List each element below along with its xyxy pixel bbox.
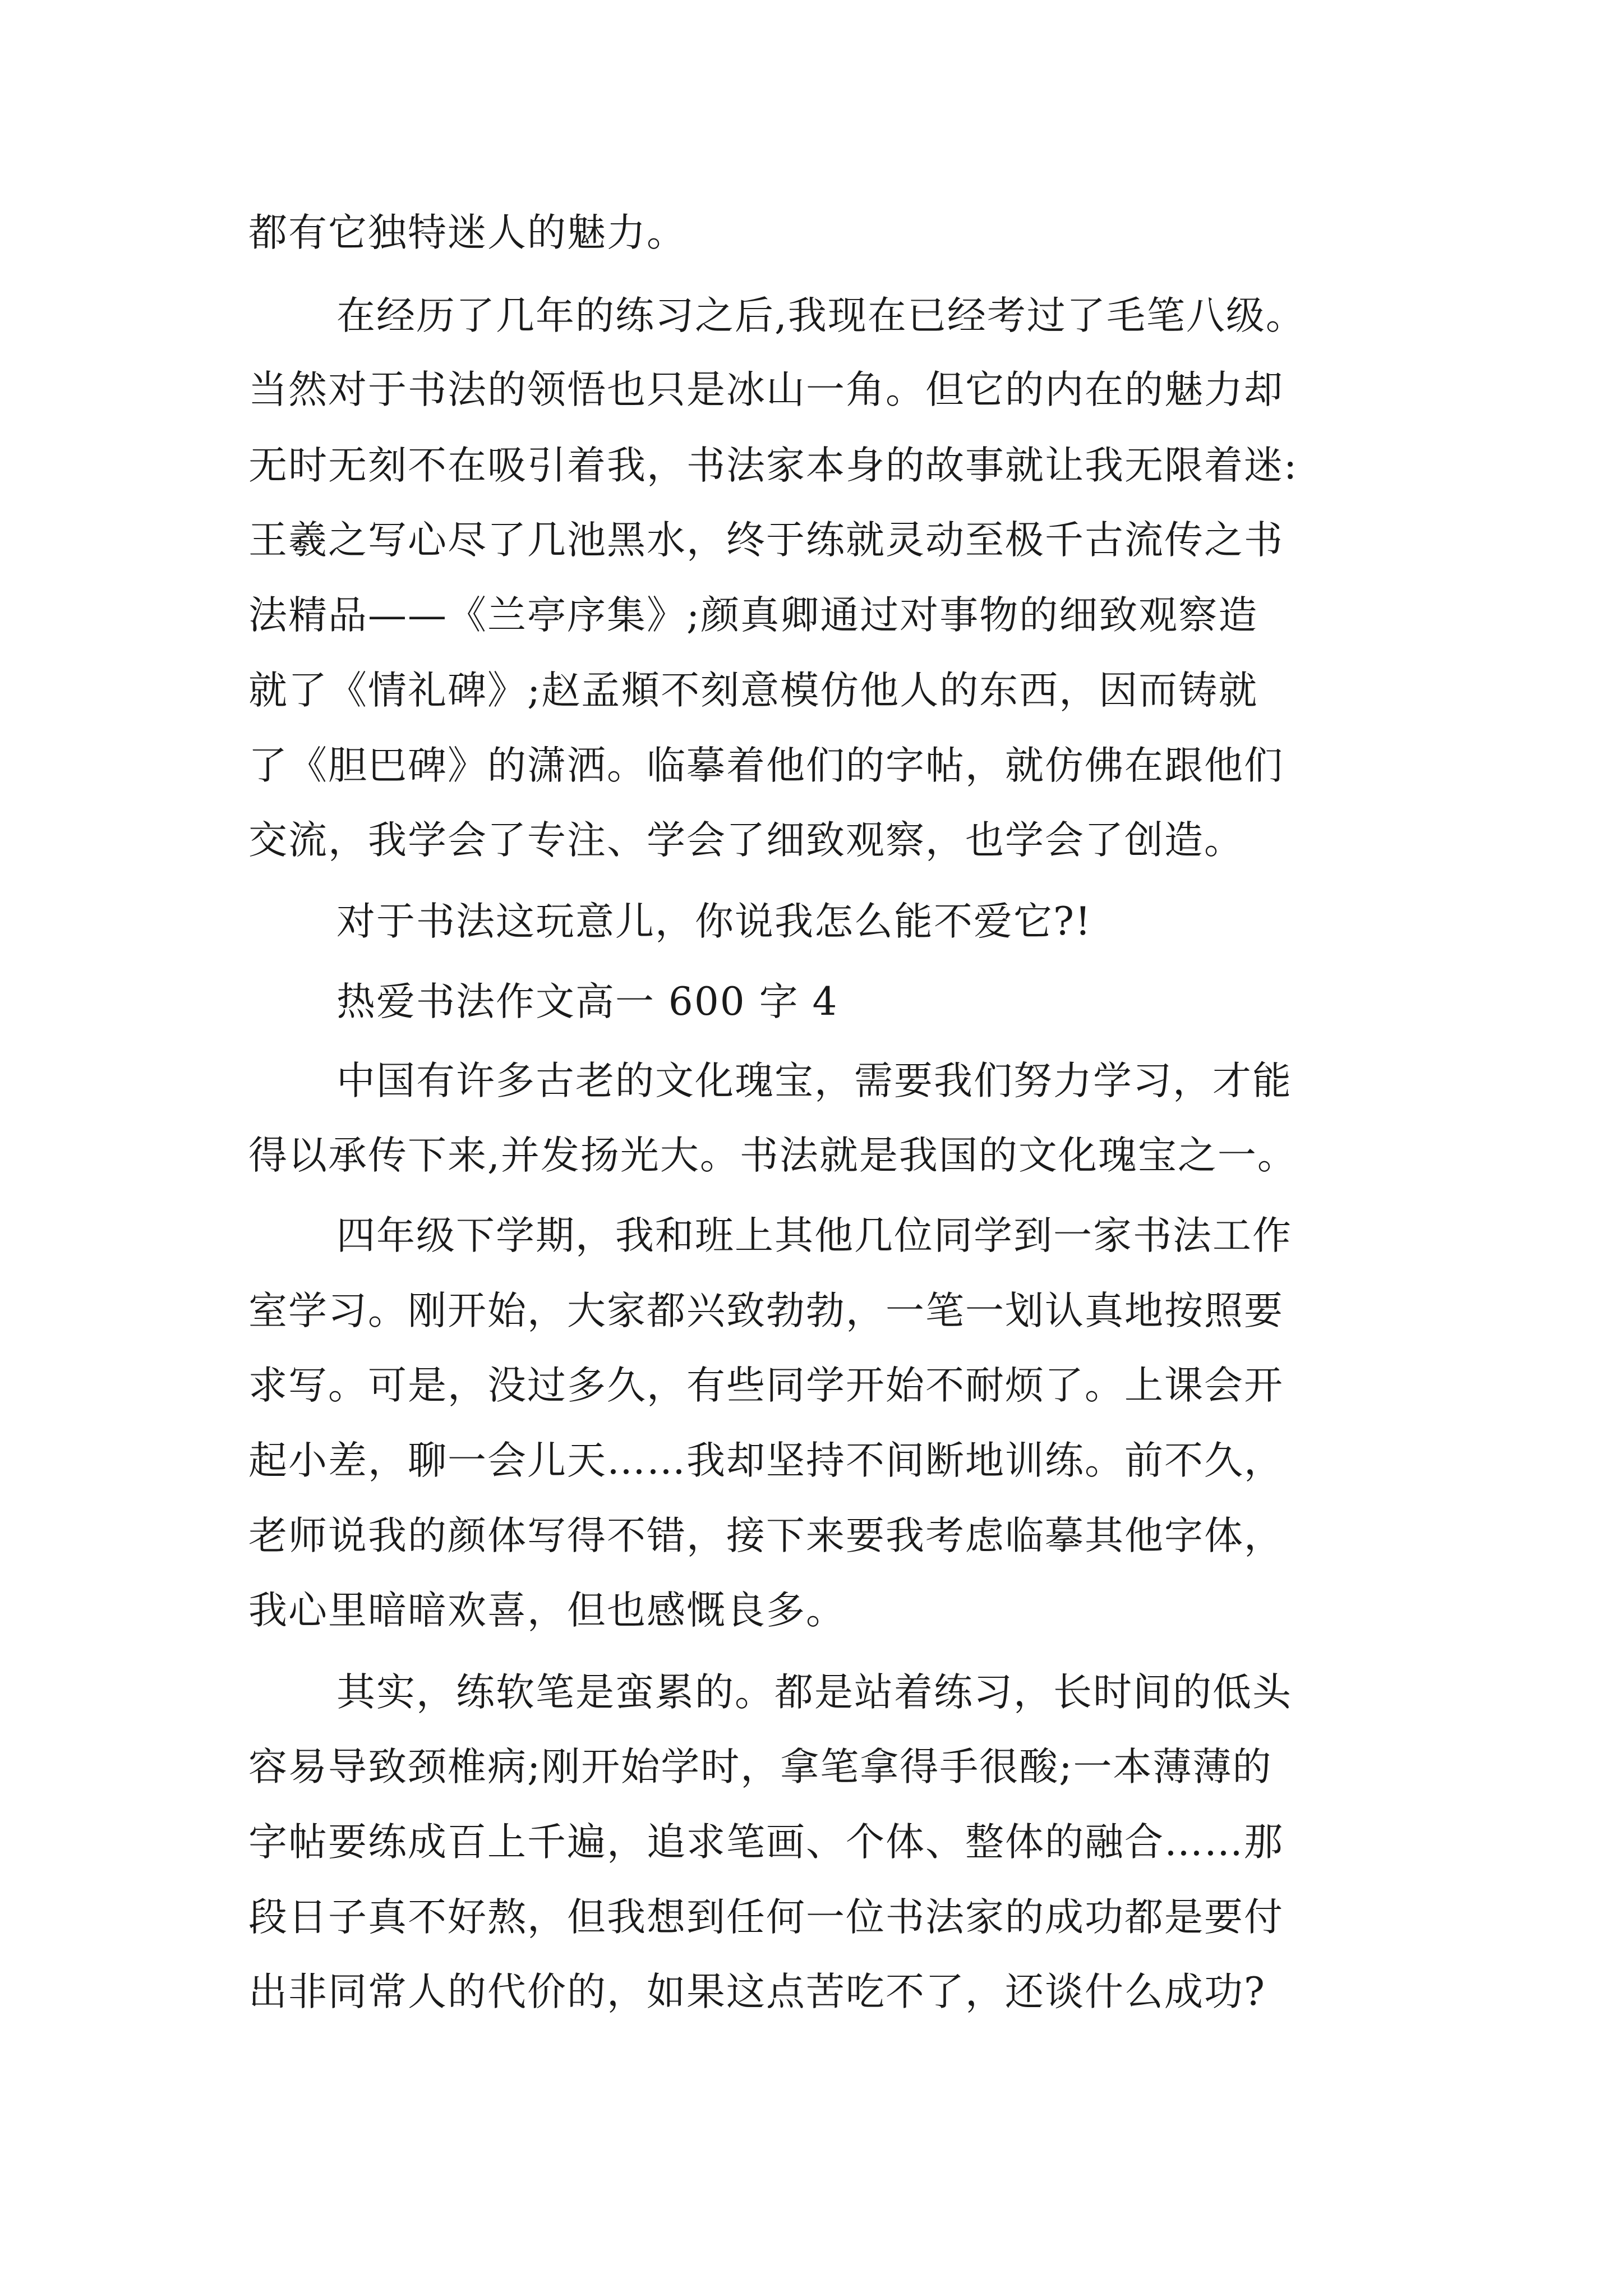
text-line: 容易导致颈椎病;刚开始学时，拿笔拿得手很酸;一本薄薄的 xyxy=(248,1745,1272,1789)
text-line: 段日子真不好熬，但我想到任何一位书法家的成功都是要付 xyxy=(248,1895,1284,1940)
text-line: 在经历了几年的练习之后,我现在已经考过了毛笔八级。 xyxy=(336,293,1306,338)
text-line: 都有它独特迷人的魅力。 xyxy=(248,210,686,255)
text-line: 法精品——《兰亭序集》;颜真卿通过对事物的细致观察造 xyxy=(248,593,1258,638)
text-line: 中国有许多古老的文化瑰宝，需要我们努力学习，才能 xyxy=(336,1059,1292,1103)
text-line: 老师说我的颜体写得不错，接下来要我考虑临摹其他字体， xyxy=(248,1513,1284,1558)
text-line: 王羲之写心尽了几池黑水，终于练就灵动至极千古流传之书 xyxy=(248,518,1284,563)
text-line: 起小差，聊一会儿天……我却坚持不间断地训练。前不久， xyxy=(248,1438,1284,1483)
text-line: 就了《情礼碑》;赵孟頫不刻意模仿他人的东西，因而铸就 xyxy=(248,668,1258,713)
text-line: 四年级下学期，我和班上其他几位同学到一家书法工作 xyxy=(336,1213,1292,1258)
text-line: 室学习。刚开始，大家都兴致勃勃，一笔一划认真地按照要 xyxy=(248,1289,1284,1333)
text-line: 交流，我学会了专注、学会了细致观察，也学会了创造。 xyxy=(248,818,1244,863)
section-heading: 热爱书法作文高一 600 字 4 xyxy=(336,979,838,1024)
text-line: 字帖要练成百上千遍，追求笔画、个体、整体的融合……那 xyxy=(248,1820,1284,1865)
text-line: 求写。可是，没过多久，有些同学开始不耐烦了。上课会开 xyxy=(248,1363,1284,1408)
text-line: 当然对于书法的领悟也只是冰山一角。但它的内在的魅力却 xyxy=(248,367,1284,412)
text-line: 得以承传下来,并发扬光大。书法就是我国的文化瑰宝之一。 xyxy=(248,1133,1297,1178)
text-line: 其实，练软笔是蛮累的。都是站着练习，长时间的低头 xyxy=(336,1670,1292,1715)
text-line: 我心里暗暗欢喜，但也感慨良多。 xyxy=(248,1588,846,1633)
text-line: 对于书法这玩意儿，你说我怎么能不爱它?! xyxy=(336,899,1092,944)
text-line: 无时无刻不在吸引着我，书法家本身的故事就让我无限着迷: xyxy=(248,443,1298,488)
text-line: 了《胆巴碑》的潇洒。临摹着他们的字帖，就仿佛在跟他们 xyxy=(248,743,1284,788)
text-line: 出非同常人的代价的，如果这点苦吃不了，还谈什么成功? xyxy=(248,1970,1266,2014)
